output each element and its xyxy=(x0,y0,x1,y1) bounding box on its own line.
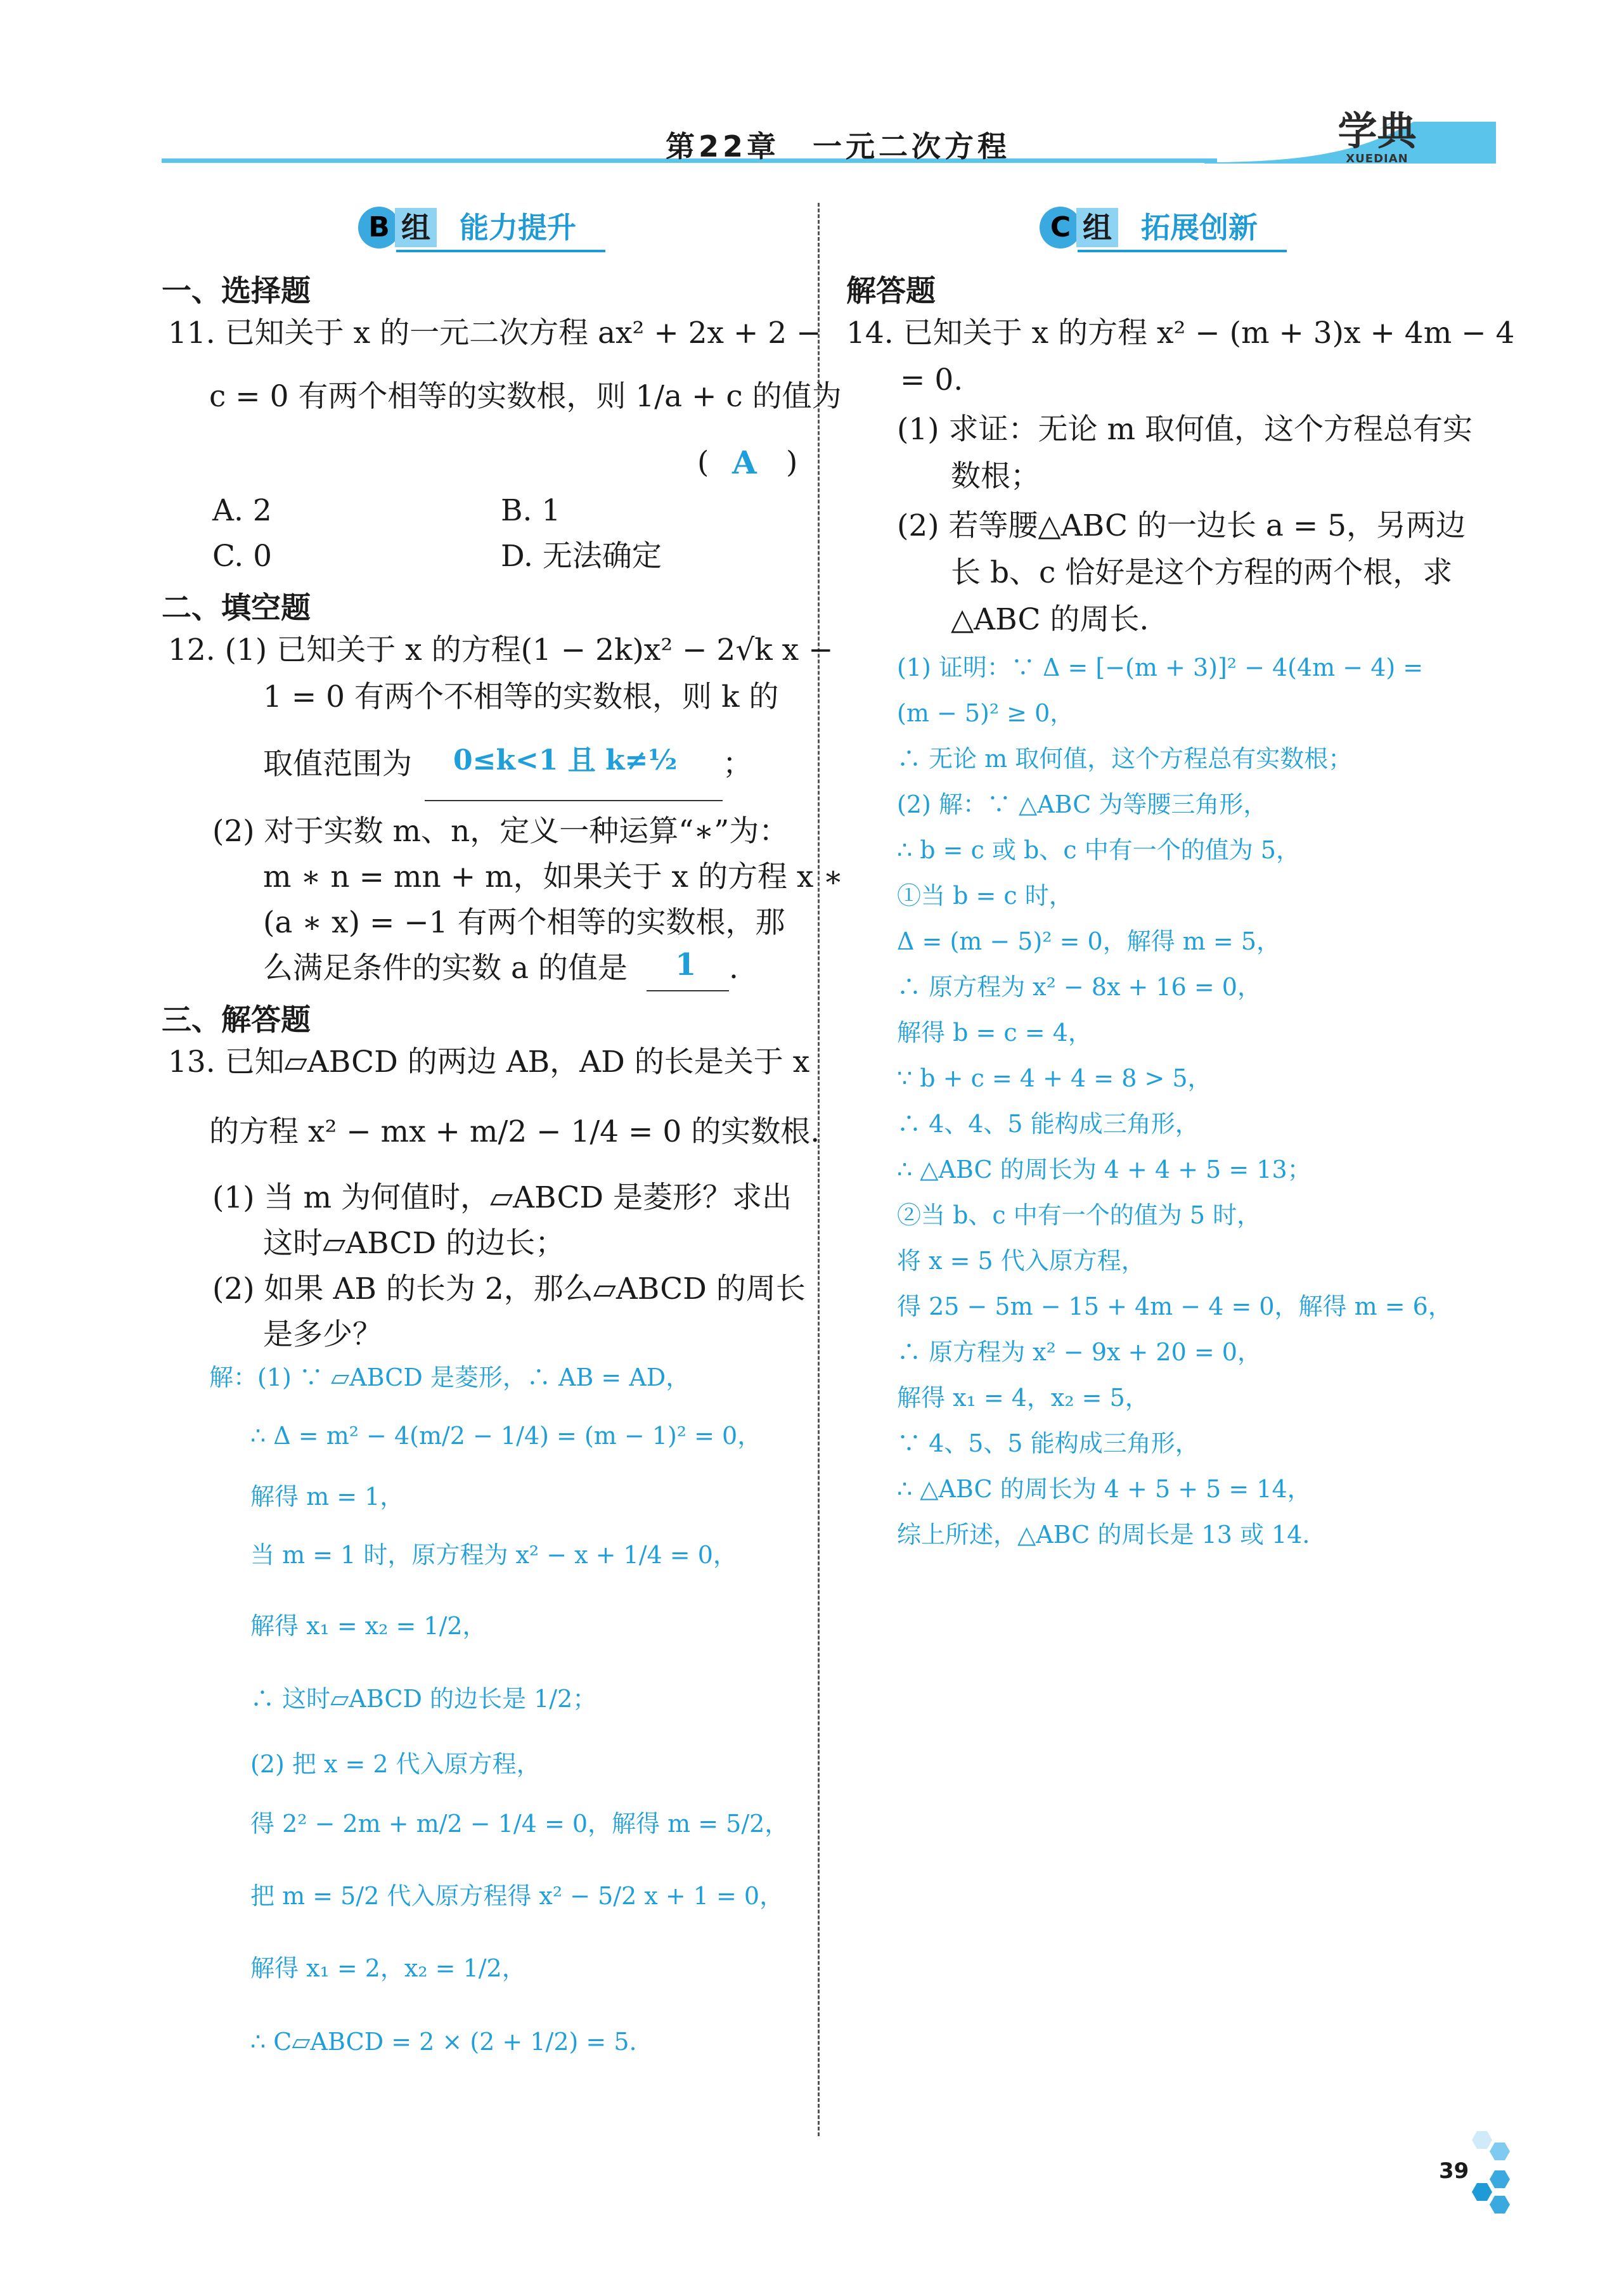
q13-solution-line: 解：(1) ∵ ▱ABCD 是菱形，∴ AB = AD， xyxy=(209,1363,690,1391)
column-divider xyxy=(818,203,820,2136)
q13-line6: 是多少？ xyxy=(263,1317,382,1352)
group-c-name: 拓展创新 xyxy=(1141,210,1258,245)
q13-solution-line: (2) 把 x = 2 代入原方程， xyxy=(250,1750,541,1778)
logo-main-text: 学典 xyxy=(1337,108,1417,154)
group-b-zu: 组 xyxy=(395,208,437,247)
q14-solution-line: ∴ b = c 或 b、c 中有一个的值为 5， xyxy=(897,836,1300,864)
q11-line2: c = 0 有两个相等的实数根，则 1/a + c 的值为 xyxy=(209,379,842,414)
q13-line1: 13. 已知▱ABCD 的两边 AB，AD 的长是关于 x xyxy=(168,1045,810,1079)
q12-line2: 1 = 0 有两个不相等的实数根，则 k 的 xyxy=(263,680,779,714)
q12-line4: (2) 对于实数 m、n，定义一种运算“∗”为： xyxy=(212,814,789,849)
q13-line4: 这时▱ABCD 的边长； xyxy=(263,1226,565,1261)
q12-line3: 取值范围为 xyxy=(263,747,412,782)
q11-option-b: B. 1 xyxy=(501,493,561,528)
q11-option-d: D. 无法确定 xyxy=(501,539,662,574)
q12-line7-end: . xyxy=(729,951,738,986)
q14-solution-line: 解得 x₁ = 4，x₂ = 5， xyxy=(897,1384,1149,1412)
section-solve-title: 三、解答题 xyxy=(162,1003,311,1038)
q12-line5: m ∗ n = mn + m，如果关于 x 的方程 x ∗ xyxy=(263,860,844,894)
q14-solution-line: ∴ 原方程为 x² − 8x + 16 = 0， xyxy=(897,973,1261,1001)
q14-solution-line: ∴ 原方程为 x² − 9x + 20 = 0， xyxy=(897,1338,1261,1366)
q14-line5: (2) 若等腰△ABC 的一边长 a = 5，另两边 xyxy=(897,508,1466,543)
q13-solution-line: ∴ Δ = m² − 4(m/2 − 1/4) = (m − 1)² = 0， xyxy=(250,1422,762,1450)
q14-solution-line: 解得 b = c = 4， xyxy=(897,1019,1092,1047)
group-b-banner xyxy=(358,204,624,255)
q14-solution-line: ∵ b + c = 4 + 4 = 8 > 5， xyxy=(897,1064,1212,1092)
hexagon-decoration-icon xyxy=(1464,2130,1521,2225)
q14-solution-line: ∴ △ABC 的周长为 4 + 5 + 5 = 14， xyxy=(897,1475,1311,1503)
xuedian-logo xyxy=(1328,109,1426,171)
q14-solution-line: Δ = (m − 5)² = 0，解得 m = 5， xyxy=(897,927,1280,955)
section-solve-title-right: 解答题 xyxy=(846,274,936,309)
q11-answer: A xyxy=(732,444,757,481)
q12-answer-2: 1 xyxy=(675,947,697,983)
q11-line1: 11. 已知关于 x 的一元二次方程 ax² + 2x + 2 − xyxy=(168,316,822,351)
q12-answer-1: 0≤k<1 且 k≠½ xyxy=(453,744,678,777)
group-c-letter: C xyxy=(1040,207,1081,248)
q14-solution-line: ②当 b、c 中有一个的值为 5 时， xyxy=(897,1201,1261,1229)
q11-paren-open: ( xyxy=(697,445,709,480)
q11-option-c: C. 0 xyxy=(212,539,273,574)
q12-line6: (a ∗ x) = −1 有两个相等的实数根，那 xyxy=(263,905,785,940)
section-fill-title: 二、填空题 xyxy=(162,591,311,626)
group-b-letter: B xyxy=(358,207,400,248)
q14-solution-line: ①当 b = c 时， xyxy=(897,882,1073,910)
q11-paren-close: ) xyxy=(786,445,798,480)
q13-solution-line: 当 m = 1 时，原方程为 x² − x + 1/4 = 0， xyxy=(250,1541,737,1569)
q14-solution-line: ∴ △ABC 的周长为 4 + 4 + 5 = 13； xyxy=(897,1156,1311,1183)
q12-line7: 么满足条件的实数 a 的值是 xyxy=(263,951,628,986)
q14-solution-line: (1) 证明：∵ Δ = [−(m + 3)]² − 4(4m − 4) = xyxy=(897,654,1424,681)
q14-solution-line: 综上所述，△ABC 的周长是 13 或 14. xyxy=(897,1521,1310,1549)
q14-solution-line: ∵ 4、5、5 能构成三角形， xyxy=(897,1429,1199,1457)
q13-solution-line: ∴ 这时▱ABCD 的边长是 1/2； xyxy=(250,1685,597,1713)
q12-blank-2 xyxy=(647,990,729,991)
q13-line5: (2) 如果 AB 的长为 2，那么▱ABCD 的周长 xyxy=(212,1272,806,1306)
q14-line1: 14. 已知关于 x 的方程 x² − (m + 3)x + 4m − 4 xyxy=(846,316,1515,351)
q12-line3-end: ； xyxy=(723,747,752,782)
q13-solution-line: 把 m = 5/2 代入原方程得 x² − 5/2 x + 1 = 0， xyxy=(250,1882,784,1910)
q14-line7: △ABC 的周长. xyxy=(951,602,1149,637)
q14-solution-line: (m − 5)² ≥ 0， xyxy=(897,699,1074,727)
q13-line2: 的方程 x² − mx + m/2 − 1/4 = 0 的实数根. xyxy=(209,1114,820,1149)
logo-sub-text: XUEDIAN xyxy=(1346,152,1408,165)
q12-blank-1 xyxy=(425,800,723,801)
q13-solution-line: 解得 x₁ = x₂ = 1/2， xyxy=(250,1612,487,1640)
q13-solution-line: ∴ C▱ABCD = 2 × (2 + 1/2) = 5. xyxy=(250,2028,637,2056)
q13-solution-line: 解得 x₁ = 2，x₂ = 1/2， xyxy=(250,1954,526,1982)
q13-line3: (1) 当 m 为何值时，▱ABCD 是菱形？求出 xyxy=(212,1180,792,1215)
group-c-zu: 组 xyxy=(1076,208,1118,247)
page-number: 39 xyxy=(1439,2158,1469,2184)
section-choice-title: 一、选择题 xyxy=(162,274,311,309)
q14-line2: = 0. xyxy=(900,363,963,397)
q14-line3: (1) 求证：无论 m 取何值，这个方程总有实 xyxy=(897,412,1473,447)
group-b-name: 能力提升 xyxy=(460,210,576,245)
q14-solution-line: 将 x = 5 代入原方程， xyxy=(897,1247,1145,1275)
chapter-title: 第22章 一元二次方程 xyxy=(666,129,1011,164)
q14-solution-line: ∴ 4、4、5 能构成三角形， xyxy=(897,1110,1199,1138)
q11-option-a: A. 2 xyxy=(212,493,272,528)
q14-solution-line: 得 25 − 5m − 15 + 4m − 4 = 0，解得 m = 6， xyxy=(897,1292,1452,1320)
q13-solution-line: 解得 m = 1， xyxy=(250,1483,404,1511)
group-c-banner xyxy=(1040,204,1306,255)
q14-line4: 数根； xyxy=(951,459,1040,494)
q14-line6: 长 b、c 恰好是这个方程的两个根，求 xyxy=(951,555,1453,590)
q12-line1: 12. (1) 已知关于 x 的方程(1 − 2k)x² − 2√k x − xyxy=(168,633,834,667)
q14-solution-line: ∴ 无论 m 取何值，这个方程总有实数根； xyxy=(897,745,1353,773)
q14-solution-line: (2) 解：∵ △ABC 为等腰三角形， xyxy=(897,790,1268,818)
q13-solution-line: 得 2² − 2m + m/2 − 1/4 = 0，解得 m = 5/2， xyxy=(250,1810,789,1838)
